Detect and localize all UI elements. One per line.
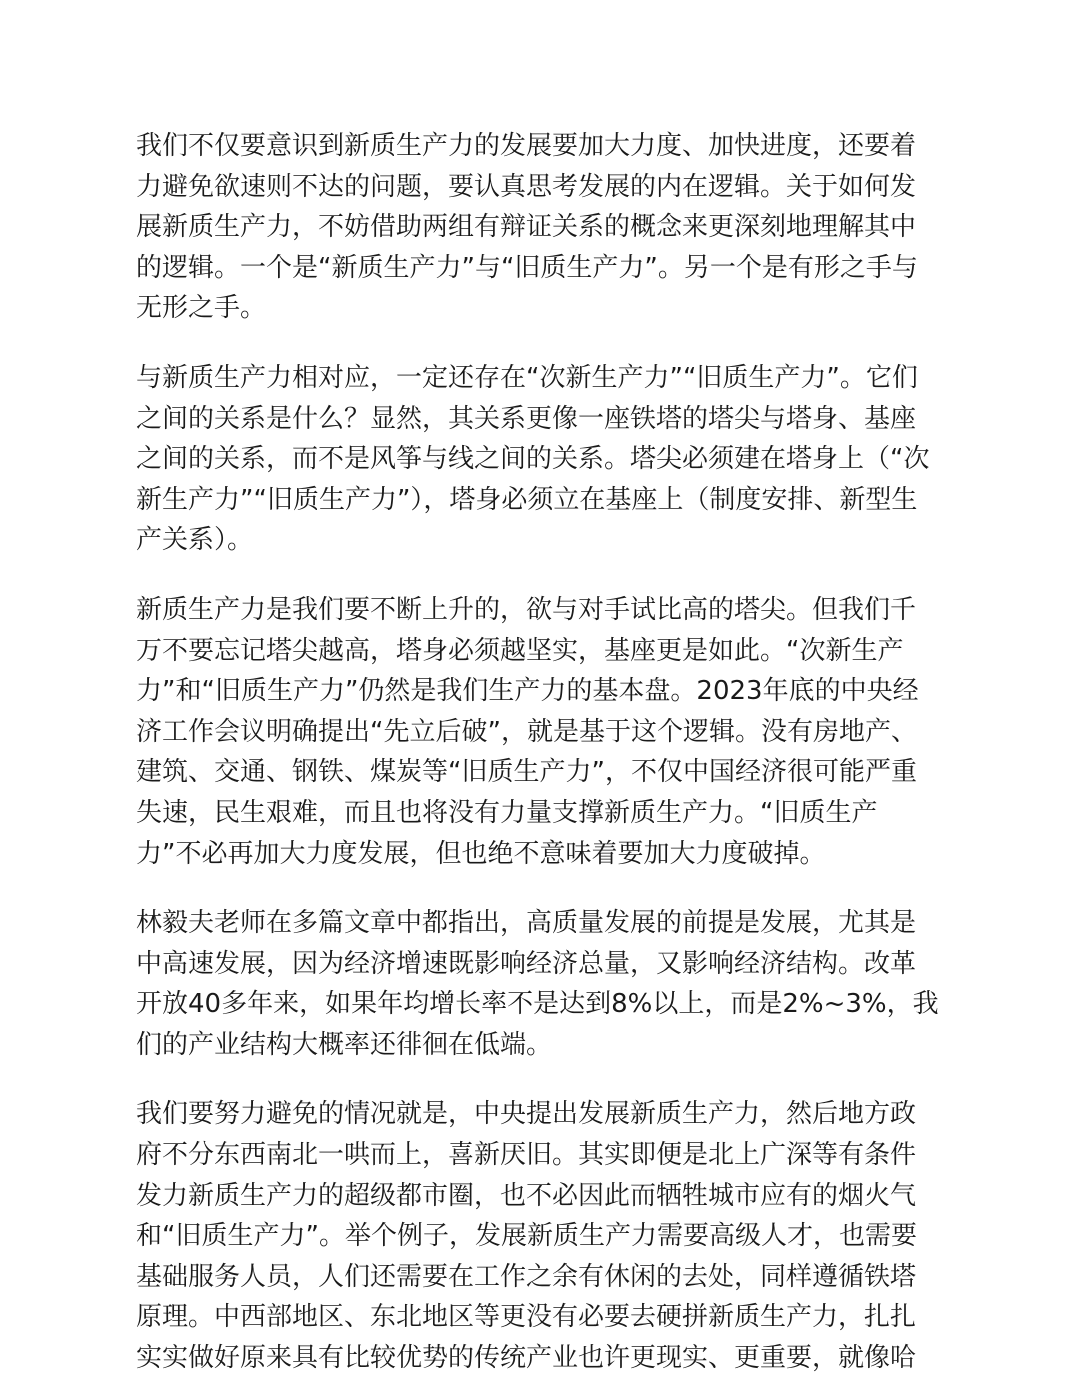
paragraph-1: 我们不仅要意识到新质生产力的发展要加大力度、加快进度，还要着力避免欲速则不达的问题，要认真思考发展的内在逻辑。关于如何发展新质生产力，不妨借助两组有辩证关系的概念来更深刻地理解其中的逻辑。一个是“新质生产力”与“旧质生产力”。另一个是有形之手与无形之手。 <box>136 131 918 324</box>
paragraph-3: 新质生产力是我们要不断上升的，欲与对手试比高的塔尖。但我们千万不要忘记塔尖越高，塔身必须越坚实，基座更是如此。“次新生产力”和“旧质生产力”仍然是我们生产力的基本盘。2023年底的中央经济工作会议明确提出“先立后破”，就是基于这个逻辑。没有房地产、建筑、交通、钢铁、煤炭等“旧质生产力”，不仅中国经济很可能严重失速，民生艰难，而且也将没有力量支撑新质生产力。“旧质生产力”不必再加大力度发展，但也绝不意味着要加大力度破掉。 <box>136 594 919 869</box>
paragraph-4: 林毅夫老师在多篇文章中都指出，高质量发展的前提是发展，尤其是中高速发展，因为经济增速既影响经济总量，又影响经济结构。改革开放40多年来，如果年均增长率不是达到8%以上，而是2%~3%，我们的产业结构大概率还徘徊在低端。 <box>136 908 939 1060</box>
paragraph-2: 与新质生产力相对应，一定还存在“次新生产力”“旧质生产力”。它们之间的关系是什么？显然，其关系更像一座铁塔的塔尖与塔身、基座之间的关系，而不是风筝与线之间的关系。塔尖必须建在塔身上（“次新生产力”“旧质生产力”），塔身必须立在基座上（制度安排、新型生产关系）。 <box>136 362 930 556</box>
article-body <box>136 126 941 1379</box>
paragraph-5: 我们要努力避免的情况就是，中央提出发展新质生产力，然后地方政府不分东西南北一哄而上，喜新厌旧。其实即便是北上广深等有条件发力新质生产力的超级都市圈，也不必因此而牺牲城市应有的烟火气和“旧质生产力”。举个例子，发展新质生产力需要高级人才，也需要基础服务人员，人们还需要在工作之余有休闲的去处，同样遵循铁塔原理。中西部地区、东北地区等更没有必要去硬拼新质生产力，扎扎实实做好原来具有比较优势的传统产业也许更现实、更重要，就像哈 <box>136 1099 917 1374</box>
